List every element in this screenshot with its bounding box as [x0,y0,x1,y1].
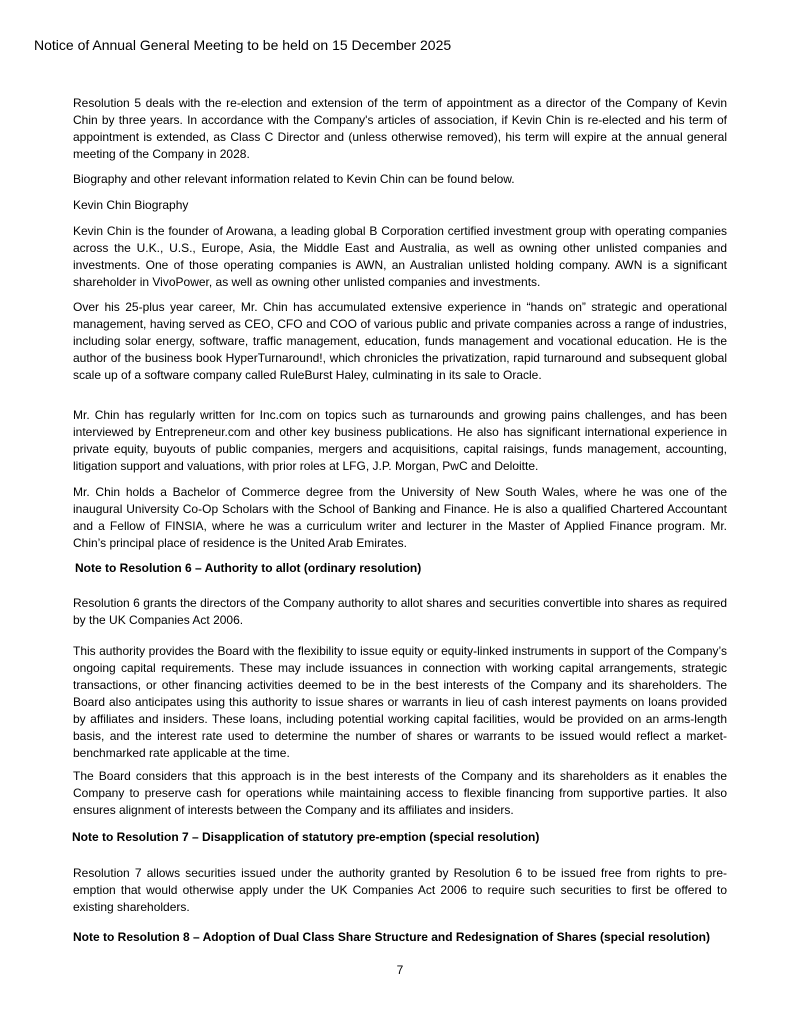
page-number: 7 [396,963,404,977]
heading-resolution-8: Note to Resolution 8 – Adoption of Dual Class Share Structure and Redesignation of Shares (special resolution) [73,930,710,944]
page-header: Notice of Annual General Meeting to be held on 15 December 2025 [34,37,452,53]
heading-resolution-7: Note to Resolution 7 – Disapplication of statutory pre-emption (special resolution) [72,830,540,844]
paragraph-biography-3: Mr. Chin has regularly written for Inc.com on topics such as turnarounds and growing pains challenges, and has been interviewed by Entrepreneur.com and other key business publications. He also has significant international experience in private equity, buyouts of public companies, mergers and acquisitions, capital raisings, funds management, accounting, litigation support and valuations, with prior roles at LFG, J.P. Morgan, PwC and Deloitte. [73,408,727,473]
paragraph-biography-2: Over his 25-plus year career, Mr. Chin has accumulated extensive experience in “hands on” strategic and operational management, having served as CEO, CFO and COO of various public and private companies across a range of industries, including solar energy, software, traffic management, education, funds management and vocational education. He is the author of the business book HyperTurnaround!, which chronicles the privatization, rapid turnaround and subsequent global scale up of a software company called RuleBurst Haley, culminating in its sale to Oracle. [73,300,727,382]
paragraph-biography-1: Kevin Chin is the founder of Arowana, a leading global B Corporation certified investment group with operating companies across the U.K., U.S., Europe, Asia, the Middle East and Australia, as well as owning other unlisted companies and investments. One of those operating companies is AWN, an Australian unlisted holding company. AWN is a significant shareholder in VivoPower, as well as owning other unlisted companies and investments. [73,224,727,289]
heading-resolution-6: Note to Resolution 6 – Authority to allot (ordinary resolution) [75,561,422,575]
paragraph-biography-4: Mr. Chin holds a Bachelor of Commerce degree from the University of New South Wales, where he was one of the inaugural University Co-Op Scholars with the School of Banking and Finance. He is also a qualified Chartered Accountant and a Fellow of FINSIA, where he was a curriculum writer and lecturer in the Master of Applied Finance program. Mr. Chin’s principal place of residence is the United Arab Emirates. [73,485,727,550]
paragraph-resolution-5: Resolution 5 deals with the re-election and extension of the term of appointment as a director of the Company of Kevin Chin by three years. In accordance with the Company's articles of association, if Kevin Chin is re-elected and his term of appointment is extended, as Class C Director and (unless otherwise removed), his term will expire at the annual general meeting of the Company in 2028. [73,96,727,161]
paragraph-resolution-6-2: This authority provides the Board with the flexibility to issue equity or equity-linked instruments in support of the Company’s ongoing capital requirements. These may include issuances in connection with working capital arrangements, strategic transactions, or other financing activities deemed to be in the best interests of the Company and its shareholders. The Board also anticipates using this authority to issue shares or warrants in lieu of cash interest payments on loans provided by affiliates and insiders. These loans, including potential working capital facilities, would be provided on an arms-length basis, and the interest rate used to determine the number of shares or warrants to be issued would reflect a market-benchmarked rate applicable at the time. [73,644,727,760]
paragraph-resolution-7: Resolution 7 allows securities issued under the authority granted by Resolution 6 to be issued free from rights to pre-emption that would otherwise apply under the UK Companies Act 2006 to require such securities to first be offered to existing shareholders. [73,866,727,914]
paragraph-resolution-6-3: The Board considers that this approach is in the best interests of the Company and its shareholders as it enables the Company to preserve cash for operations while maintaining access to flexible financing from supportive parties. It also ensures alignment of interests between the Company and its affiliates and insiders. [73,769,727,817]
paragraph-biography-intro: Biography and other relevant information related to Kevin Chin can be found below. [73,172,515,186]
paragraph-resolution-6-1: Resolution 6 grants the directors of the Company authority to allot shares and securities convertible into shares as required by the UK Companies Act 2006. [73,596,727,627]
biography-title: Kevin Chin Biography [73,198,189,212]
